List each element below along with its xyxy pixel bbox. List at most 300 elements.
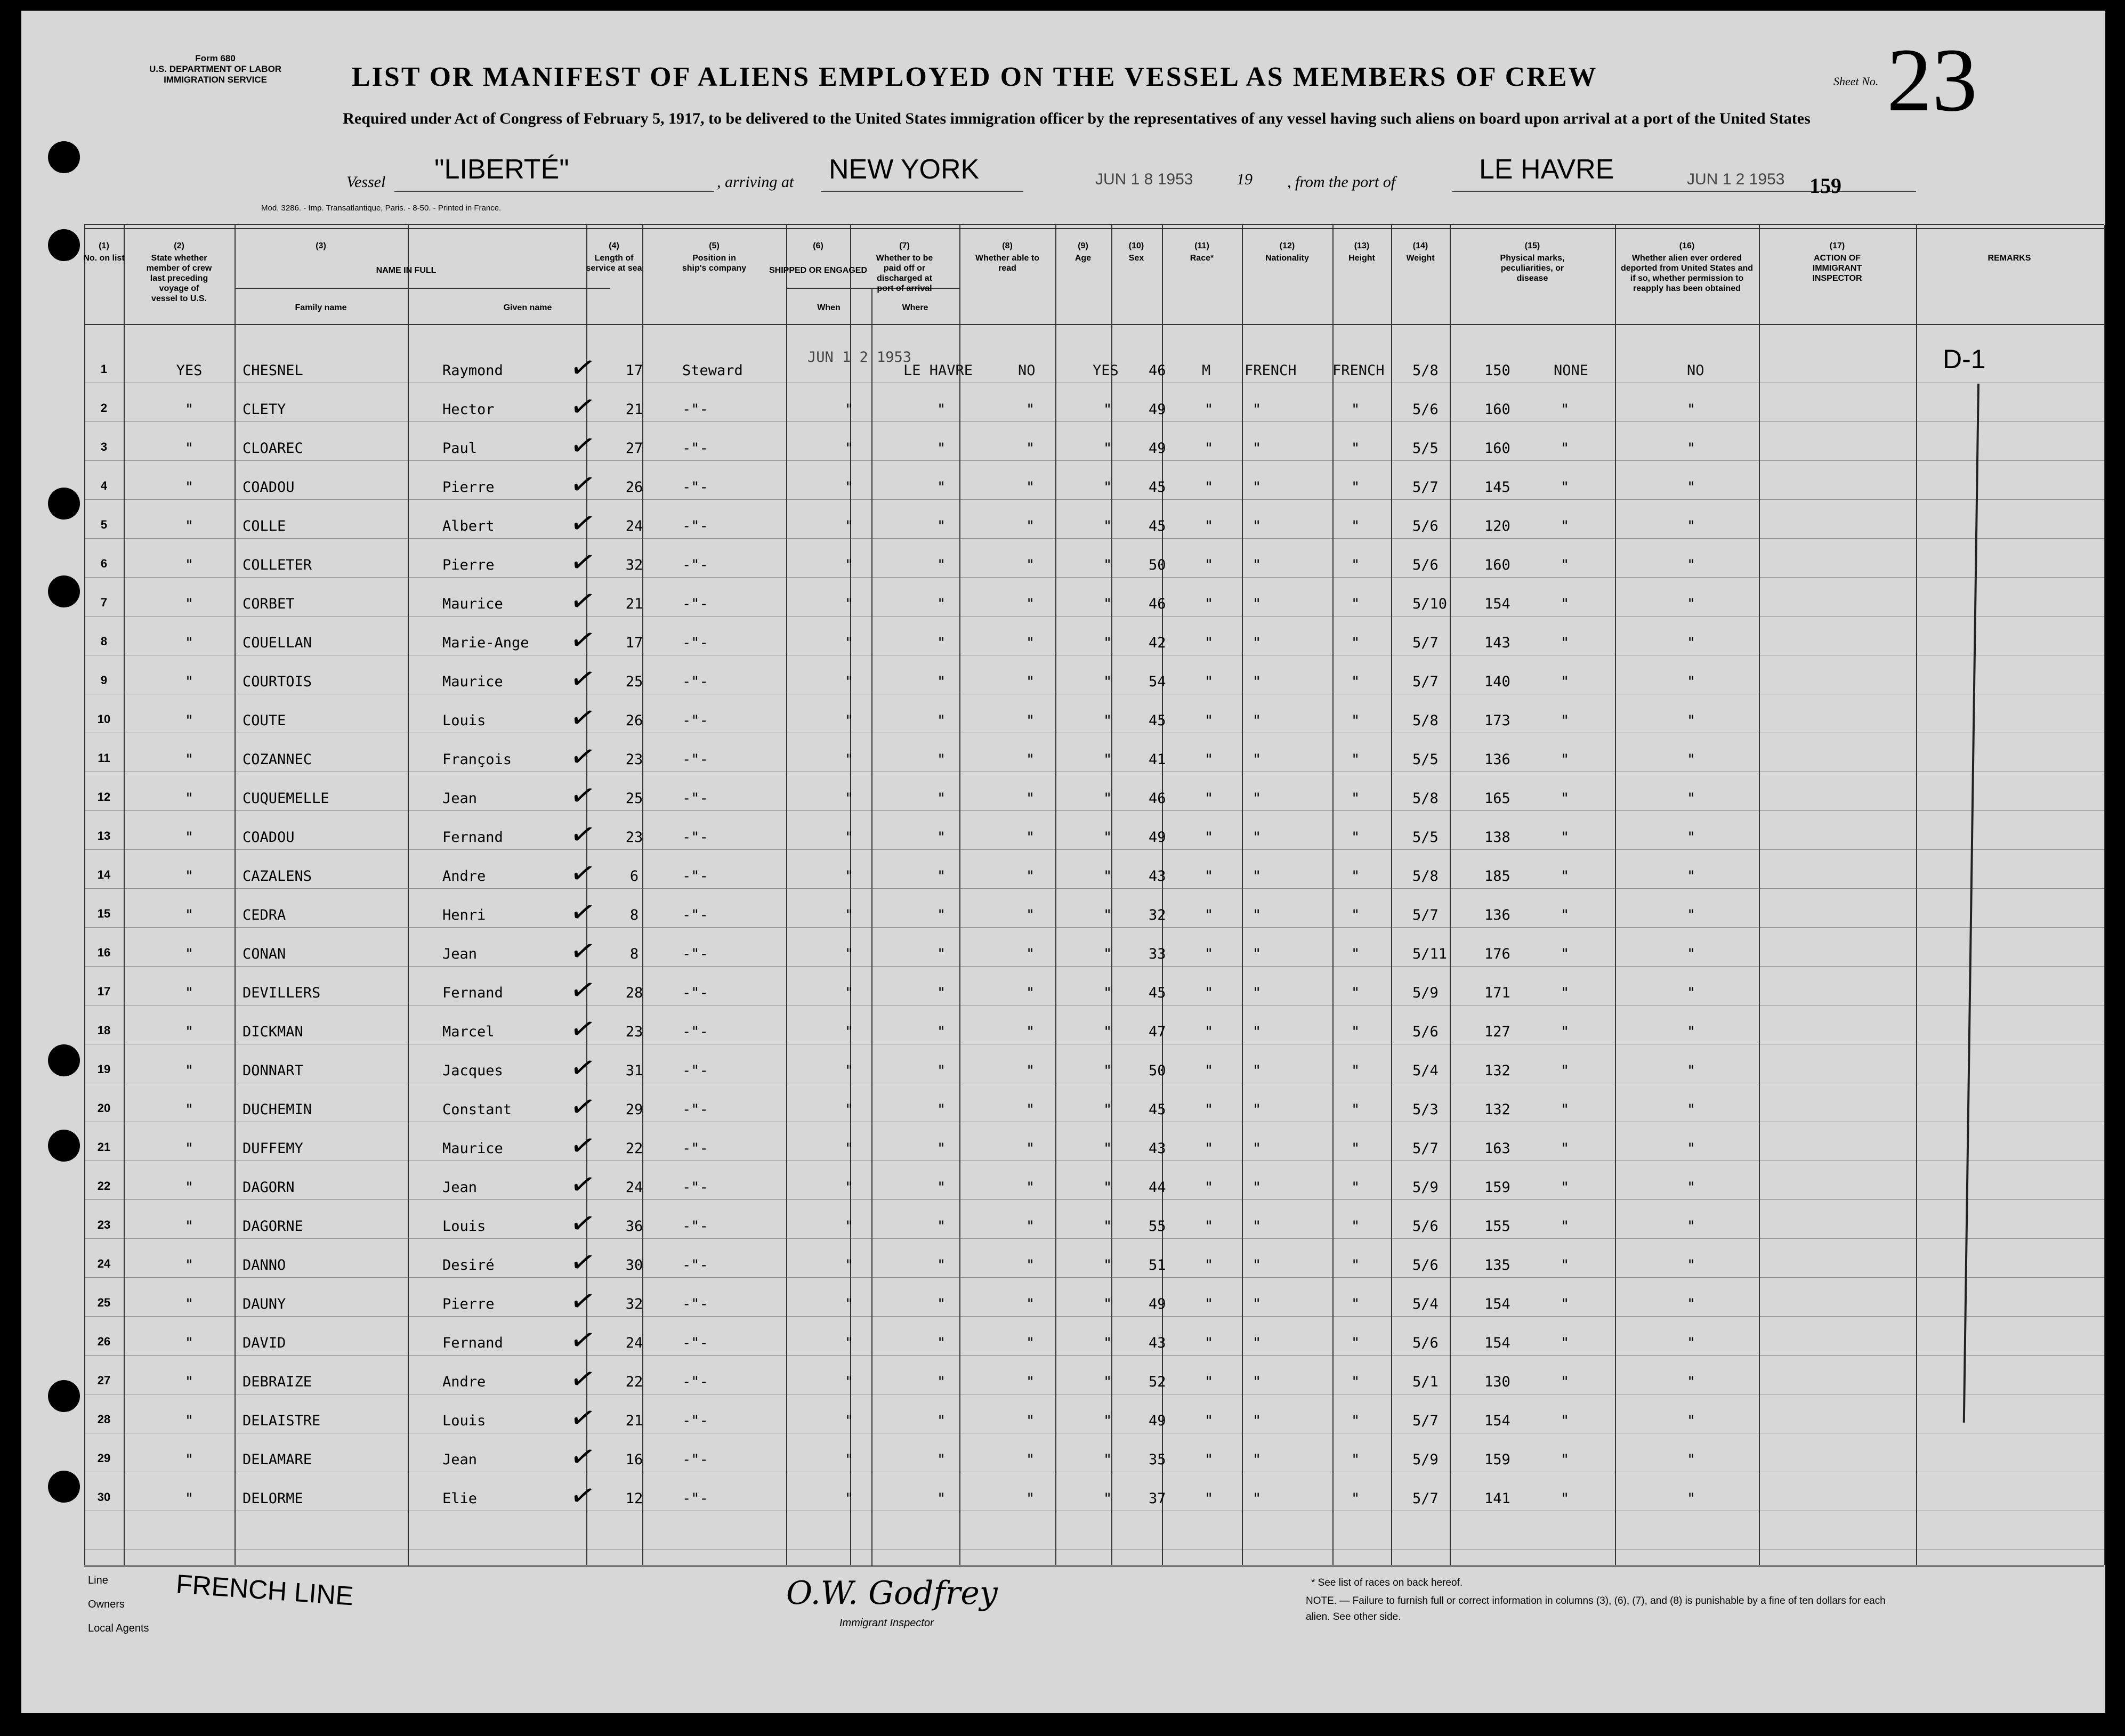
cell-ditto: " <box>1253 1140 1262 1157</box>
cell-service: 16 <box>625 1451 643 1468</box>
cell-shipped-when: JUN 1 2 1953 <box>807 349 912 366</box>
cell-ditto: " <box>1561 1101 1570 1118</box>
cell-height: 5/6 <box>1412 1024 1439 1040</box>
cell-ditto: " <box>1026 635 1035 651</box>
cell-ditto: " <box>1561 829 1570 846</box>
cell-ditto: " <box>1561 1179 1570 1196</box>
cell-prev: " <box>184 712 194 729</box>
cell-weight: 130 <box>1484 1374 1510 1390</box>
cell-position: -"- <box>682 1179 708 1196</box>
cell-ditto: " <box>937 946 946 962</box>
column-header: Physical marks, peculiarities, or disease <box>1500 254 1565 283</box>
column-header: Position in ship's company <box>682 254 747 273</box>
column-divider <box>1391 225 1392 1565</box>
column-number: (14) <box>1412 241 1428 250</box>
column-number: (6) <box>813 241 823 250</box>
cell-position: -"- <box>682 1451 708 1468</box>
cell-sex: M <box>1202 362 1211 379</box>
cell-ditto: " <box>1026 518 1035 534</box>
cell-ditto: " <box>937 1062 946 1079</box>
remarks-line <box>1963 384 1979 1423</box>
column-header: REMARKS <box>1987 254 2031 263</box>
cell-ditto: " <box>1026 790 1035 807</box>
binder-hole <box>48 1044 80 1076</box>
cell-ditto: " <box>1561 1374 1570 1390</box>
cell-service: 25 <box>625 674 643 690</box>
cell-prev: " <box>184 1335 194 1351</box>
cell-weight: 159 <box>1484 1179 1510 1196</box>
cell-position: -"- <box>682 635 708 651</box>
cell-weight: 135 <box>1484 1257 1510 1273</box>
cell-ditto: " <box>1687 1062 1696 1079</box>
check-mark-icon: ✓ <box>567 815 599 855</box>
cell-height: 5/11 <box>1412 946 1448 962</box>
column-number: (4) <box>609 241 619 250</box>
cell-age: 32 <box>1149 907 1166 923</box>
cell-ditto: " <box>1205 790 1214 807</box>
cell-prev: " <box>184 1024 194 1040</box>
cell-weight: 160 <box>1484 401 1510 418</box>
cell-ditto: " <box>845 1101 854 1118</box>
cell-age: 50 <box>1149 1062 1166 1079</box>
cell-height: 5/7 <box>1412 907 1439 923</box>
cell-family: DUCHEMIN <box>243 1101 312 1118</box>
cell-ditto: " <box>1253 1024 1262 1040</box>
cell-ditto: " <box>1253 1296 1262 1312</box>
row-rule <box>84 1316 2104 1317</box>
cell-service: 23 <box>625 751 643 768</box>
binder-hole <box>48 141 80 173</box>
cell-ditto: " <box>1026 907 1035 923</box>
cell-age: 49 <box>1149 401 1166 418</box>
cell-service: 27 <box>625 440 643 457</box>
cell-weight: 154 <box>1484 596 1510 612</box>
cell-weight: 145 <box>1484 479 1510 496</box>
cell-prev: " <box>184 596 194 612</box>
cell-family: COUELLAN <box>243 635 312 651</box>
cell-height: 5/4 <box>1412 1062 1439 1079</box>
cell-given: Jacques <box>442 1062 503 1079</box>
cell-given: Maurice <box>442 1140 503 1157</box>
cell-ditto: " <box>845 1490 854 1507</box>
cell-ditto: " <box>1103 985 1112 1001</box>
cell-ditto: " <box>1687 907 1696 923</box>
cell-ditto: " <box>845 985 854 1001</box>
cell-given: Raymond <box>442 362 503 379</box>
cell-given: Hector <box>442 401 495 418</box>
check-mark-icon: ✓ <box>567 776 599 816</box>
cell-position: -"- <box>682 907 708 923</box>
cell-family: CUQUEMELLE <box>243 790 329 807</box>
cell-ditto: " <box>1351 1179 1360 1196</box>
cell-ditto: " <box>1687 479 1696 496</box>
cell-ditto: " <box>937 440 946 457</box>
cell-ditto: " <box>1351 790 1360 807</box>
cell-no: 1 <box>100 362 108 376</box>
cell-given: Marie-Ange <box>442 635 529 651</box>
cell-ditto: " <box>937 1140 946 1157</box>
row-rule <box>84 421 2104 422</box>
cell-height: 5/8 <box>1412 790 1439 807</box>
cell-physical: NONE <box>1554 362 1589 379</box>
cell-ditto: " <box>937 985 946 1001</box>
line-value: FRENCH LINE <box>175 1569 354 1611</box>
cell-family: CHESNEL <box>243 362 303 379</box>
row-rule <box>84 1355 2104 1356</box>
inspector-label: Immigrant Inspector <box>839 1617 934 1629</box>
cell-ditto: " <box>1103 829 1112 846</box>
cell-service: 32 <box>625 1296 643 1312</box>
cell-ditto: " <box>1103 868 1112 885</box>
cell-height: 5/9 <box>1412 1451 1439 1468</box>
cell-service: 8 <box>629 946 639 962</box>
cell-no: 22 <box>97 1179 111 1193</box>
cell-ditto: " <box>1687 1374 1696 1390</box>
cell-family: DEVILLERS <box>243 985 321 1001</box>
cell-age: 44 <box>1149 1179 1166 1196</box>
column-divider <box>408 288 409 1565</box>
cell-ditto: " <box>1026 1413 1035 1429</box>
cell-service: 30 <box>625 1257 643 1273</box>
column-number: (1) <box>99 241 109 250</box>
cell-ditto: " <box>1026 712 1035 729</box>
cell-age: 55 <box>1149 1218 1166 1235</box>
column-header: SHIPPED OR ENGAGED <box>769 266 868 275</box>
cell-family: CAZALENS <box>243 868 312 885</box>
cell-family: CLETY <box>243 401 286 418</box>
cell-ditto: " <box>845 1374 854 1390</box>
row-rule <box>84 1199 2104 1200</box>
cell-ditto: " <box>1026 1218 1035 1235</box>
cell-position: -"- <box>682 985 708 1001</box>
cell-ditto: " <box>1253 1218 1262 1235</box>
cell-ditto: " <box>1026 1490 1035 1507</box>
cell-ditto: " <box>1253 479 1262 496</box>
cell-ditto: " <box>1205 946 1214 962</box>
cell-height: 5/6 <box>1412 1218 1439 1235</box>
cell-given: Louis <box>442 712 486 729</box>
cell-family: DELAISTRE <box>243 1413 321 1429</box>
vessel-label: Vessel <box>346 173 386 191</box>
cell-ditto: " <box>1103 401 1112 418</box>
cell-ditto: " <box>1687 1101 1696 1118</box>
cell-position: -"- <box>682 1296 708 1312</box>
cell-height: 5/7 <box>1412 1413 1439 1429</box>
cell-ditto: " <box>1351 440 1360 457</box>
cell-ditto: " <box>1026 557 1035 573</box>
check-mark-icon: ✓ <box>567 698 599 738</box>
cell-age: 49 <box>1149 1413 1166 1429</box>
cell-ditto: " <box>1561 1140 1570 1157</box>
cell-ditto: " <box>1561 557 1570 573</box>
form-number: Form 680 <box>195 53 236 63</box>
cell-age: 46 <box>1149 596 1166 612</box>
cell-no: 11 <box>98 751 110 765</box>
cell-ditto: " <box>1687 1024 1696 1040</box>
cell-ditto: " <box>1687 1218 1696 1235</box>
cell-ditto: " <box>937 557 946 573</box>
check-mark-icon: ✓ <box>567 348 599 388</box>
cell-ditto: " <box>1205 1062 1214 1079</box>
department-name: U.S. DEPARTMENT OF LABOR <box>149 64 282 74</box>
cell-weight: 141 <box>1484 1490 1510 1507</box>
check-mark-icon: ✓ <box>567 1281 599 1321</box>
cell-service: 25 <box>625 790 643 807</box>
cell-ditto: " <box>845 518 854 534</box>
cell-ditto: " <box>1253 401 1262 418</box>
cell-prev: " <box>184 985 194 1001</box>
cell-ditto: " <box>1253 557 1262 573</box>
check-mark-icon: ✓ <box>567 931 599 971</box>
race-footnote: * See list of races on back hereof. <box>1311 1577 1463 1588</box>
cell-age: 49 <box>1149 829 1166 846</box>
cell-position: -"- <box>682 440 708 457</box>
cell-ditto: " <box>1205 1140 1214 1157</box>
cell-ditto: " <box>1687 518 1696 534</box>
cell-ditto: " <box>1351 1374 1360 1390</box>
cell-ditto: " <box>1561 1024 1570 1040</box>
cell-ditto: " <box>1561 479 1570 496</box>
cell-ditto: " <box>1103 596 1112 612</box>
cell-family: DELAMARE <box>243 1451 312 1468</box>
cell-ditto: " <box>1351 712 1360 729</box>
cell-ditto: " <box>1253 868 1262 885</box>
cell-ditto: " <box>937 1374 946 1390</box>
cell-service: 17 <box>625 635 643 651</box>
cell-position: -"- <box>682 712 708 729</box>
cell-age: 51 <box>1149 1257 1166 1273</box>
cell-ditto: " <box>1687 1296 1696 1312</box>
cell-height: 5/9 <box>1412 985 1439 1001</box>
cell-ditto: " <box>1351 518 1360 534</box>
cell-prev: " <box>184 790 194 807</box>
cell-ditto: " <box>1103 1374 1112 1390</box>
column-divider <box>1055 225 1056 1565</box>
cell-given: Fernand <box>442 985 503 1001</box>
cell-service: 22 <box>625 1140 643 1157</box>
cell-prev: " <box>184 1101 194 1118</box>
cell-position: -"- <box>682 751 708 768</box>
cell-prev: " <box>184 868 194 885</box>
cell-paid-off: NO <box>1018 362 1036 379</box>
cell-given: Pierre <box>442 557 495 573</box>
cell-weight: 160 <box>1484 440 1510 457</box>
column-header: ACTION OF IMMIGRANT INSPECTOR <box>1812 254 1862 283</box>
cell-ditto: " <box>845 1296 854 1312</box>
cell-ditto: " <box>1205 674 1214 690</box>
cell-ditto: " <box>1205 1179 1214 1196</box>
check-mark-icon: ✓ <box>567 1320 599 1360</box>
cell-position: -"- <box>682 1140 708 1157</box>
cell-ditto: " <box>1253 1257 1262 1273</box>
cell-family: CONAN <box>243 946 286 962</box>
cell-family: DICKMAN <box>243 1024 303 1040</box>
cell-age: 43 <box>1149 1140 1166 1157</box>
from-port-label: , from the port of <box>1287 173 1396 191</box>
cell-ditto: " <box>1026 401 1035 418</box>
vessel-name: "LIBERTÉ" <box>434 154 569 185</box>
cell-ditto: " <box>1253 712 1262 729</box>
cell-ditto: " <box>1026 1101 1035 1118</box>
cell-height: 5/10 <box>1412 596 1448 612</box>
cell-age: 35 <box>1149 1451 1166 1468</box>
column-divider <box>124 225 125 1565</box>
cell-ditto: " <box>1103 907 1112 923</box>
check-mark-icon: ✓ <box>567 737 599 777</box>
cell-family: DAVID <box>243 1335 286 1351</box>
cell-ditto: " <box>845 1413 854 1429</box>
cell-ditto: " <box>1253 674 1262 690</box>
column-divider <box>2104 225 2105 1565</box>
cell-given: Jean <box>442 946 478 962</box>
cell-ditto: " <box>1687 440 1696 457</box>
cell-given: Constant <box>442 1101 512 1118</box>
cell-service: 21 <box>625 401 643 418</box>
cell-ditto: " <box>1026 1296 1035 1312</box>
cell-ditto: " <box>1205 1413 1214 1429</box>
cell-no: 10 <box>97 712 111 726</box>
cell-no: 19 <box>97 1062 111 1076</box>
cell-family: DUFFEMY <box>243 1140 303 1157</box>
cell-given: Louis <box>442 1218 486 1235</box>
column-header: State whether member of crew last preceding voyage of vessel to U.S. <box>146 254 212 303</box>
cell-weight: 132 <box>1484 1062 1510 1079</box>
cell-ditto: " <box>1561 1490 1570 1507</box>
cell-ditto: " <box>937 1101 946 1118</box>
cell-ditto: " <box>937 1024 946 1040</box>
cell-weight: 163 <box>1484 1140 1510 1157</box>
cell-ditto: " <box>1351 596 1360 612</box>
cell-no: 4 <box>100 479 108 492</box>
cell-ditto: " <box>937 1179 946 1196</box>
column-header: Height <box>1348 254 1375 263</box>
cell-height: 5/3 <box>1412 1101 1439 1118</box>
cell-prev: " <box>184 401 194 418</box>
column-divider <box>642 225 643 1565</box>
cell-ditto: " <box>1561 440 1570 457</box>
cell-ditto: " <box>1687 1490 1696 1507</box>
arriving-label: , arriving at <box>717 173 794 191</box>
cell-ditto: " <box>1205 1374 1214 1390</box>
cell-ditto: " <box>1205 907 1214 923</box>
cell-ditto: " <box>1687 596 1696 612</box>
cell-family: COADOU <box>243 479 295 496</box>
cell-ditto: " <box>1687 674 1696 690</box>
cell-ditto: " <box>1103 1101 1112 1118</box>
cell-position: -"- <box>682 1218 708 1235</box>
cell-ditto: " <box>845 1179 854 1196</box>
cell-ditto: " <box>1205 518 1214 534</box>
cell-ditto: " <box>1205 985 1214 1001</box>
cell-given: Jean <box>442 1451 478 1468</box>
row-rule <box>84 810 2104 811</box>
cell-ditto: " <box>1103 557 1112 573</box>
column-divider <box>1111 225 1112 1565</box>
cell-ditto: " <box>1205 868 1214 885</box>
cell-ditto: " <box>1561 946 1570 962</box>
cell-weight: 132 <box>1484 1101 1510 1118</box>
cell-ditto: " <box>1253 596 1262 612</box>
cell-family: DEBRAIZE <box>243 1374 312 1390</box>
cell-ditto: " <box>1351 1218 1360 1235</box>
cell-ditto: " <box>1561 1062 1570 1079</box>
cell-service: 32 <box>625 557 643 573</box>
cell-ditto: " <box>1026 946 1035 962</box>
cell-weight: 173 <box>1484 712 1510 729</box>
cell-no: 24 <box>97 1257 111 1270</box>
cell-ditto: " <box>1253 985 1262 1001</box>
cell-given: Elie <box>442 1490 478 1507</box>
cell-height: 5/6 <box>1412 1257 1439 1273</box>
cell-ditto: " <box>1026 479 1035 496</box>
check-mark-icon: ✓ <box>567 1048 599 1088</box>
cell-prev: " <box>184 674 194 690</box>
cell-given: Maurice <box>442 596 503 612</box>
cell-age: 45 <box>1149 479 1166 496</box>
cell-service: 17 <box>625 362 643 379</box>
cell-ditto: " <box>1253 1335 1262 1351</box>
cell-prev: " <box>184 1451 194 1468</box>
cell-ditto: " <box>1026 829 1035 846</box>
cell-ditto: " <box>937 596 946 612</box>
cell-ditto: " <box>1687 1257 1696 1273</box>
cell-ditto: " <box>937 790 946 807</box>
check-mark-icon: ✓ <box>567 854 599 894</box>
check-mark-icon: ✓ <box>567 387 599 427</box>
cell-ditto: " <box>1561 1296 1570 1312</box>
cell-height: 5/7 <box>1412 1140 1439 1157</box>
cell-ditto: " <box>937 1413 946 1429</box>
check-mark-icon: ✓ <box>567 465 599 505</box>
cell-ditto: " <box>1687 1179 1696 1196</box>
column-header: Nationality <box>1265 254 1309 263</box>
cell-ditto: " <box>1687 751 1696 768</box>
cell-ditto: " <box>1253 635 1262 651</box>
check-mark-icon: ✓ <box>567 1009 599 1049</box>
check-mark-icon: ✓ <box>567 1243 599 1283</box>
cell-given: Fernand <box>442 829 503 846</box>
cell-nationality: FRENCH <box>1332 362 1385 379</box>
cell-ditto: " <box>937 829 946 846</box>
cell-service: 23 <box>625 1024 643 1040</box>
cell-ditto: " <box>1351 1024 1360 1040</box>
cell-no: 30 <box>97 1490 111 1504</box>
cell-service: 26 <box>625 479 643 496</box>
cell-height: 5/6 <box>1412 518 1439 534</box>
cell-ditto: " <box>1561 907 1570 923</box>
cell-weight: 159 <box>1484 1451 1510 1468</box>
cell-ditto: " <box>937 868 946 885</box>
cell-ditto: " <box>1103 1296 1112 1312</box>
cell-age: 43 <box>1149 1335 1166 1351</box>
cell-ditto: " <box>937 1335 946 1351</box>
cell-ditto: " <box>1026 674 1035 690</box>
cell-height: 5/7 <box>1412 1490 1439 1507</box>
cell-ditto: " <box>845 440 854 457</box>
column-header: Whether to be paid off or discharged at port of arrival <box>876 254 933 293</box>
cell-no: 21 <box>97 1140 111 1154</box>
cell-ditto: " <box>937 518 946 534</box>
cell-prev: " <box>184 829 194 846</box>
cell-ditto: " <box>1561 751 1570 768</box>
cell-ditto: " <box>845 868 854 885</box>
cell-service: 36 <box>625 1218 643 1235</box>
cell-prev: " <box>184 1257 194 1273</box>
cell-position: -"- <box>682 1335 708 1351</box>
cell-ditto: " <box>1253 1101 1262 1118</box>
cell-ditto: " <box>1351 1413 1360 1429</box>
departure-date-stamp: JUN 1 2 1953 <box>1687 171 1785 188</box>
